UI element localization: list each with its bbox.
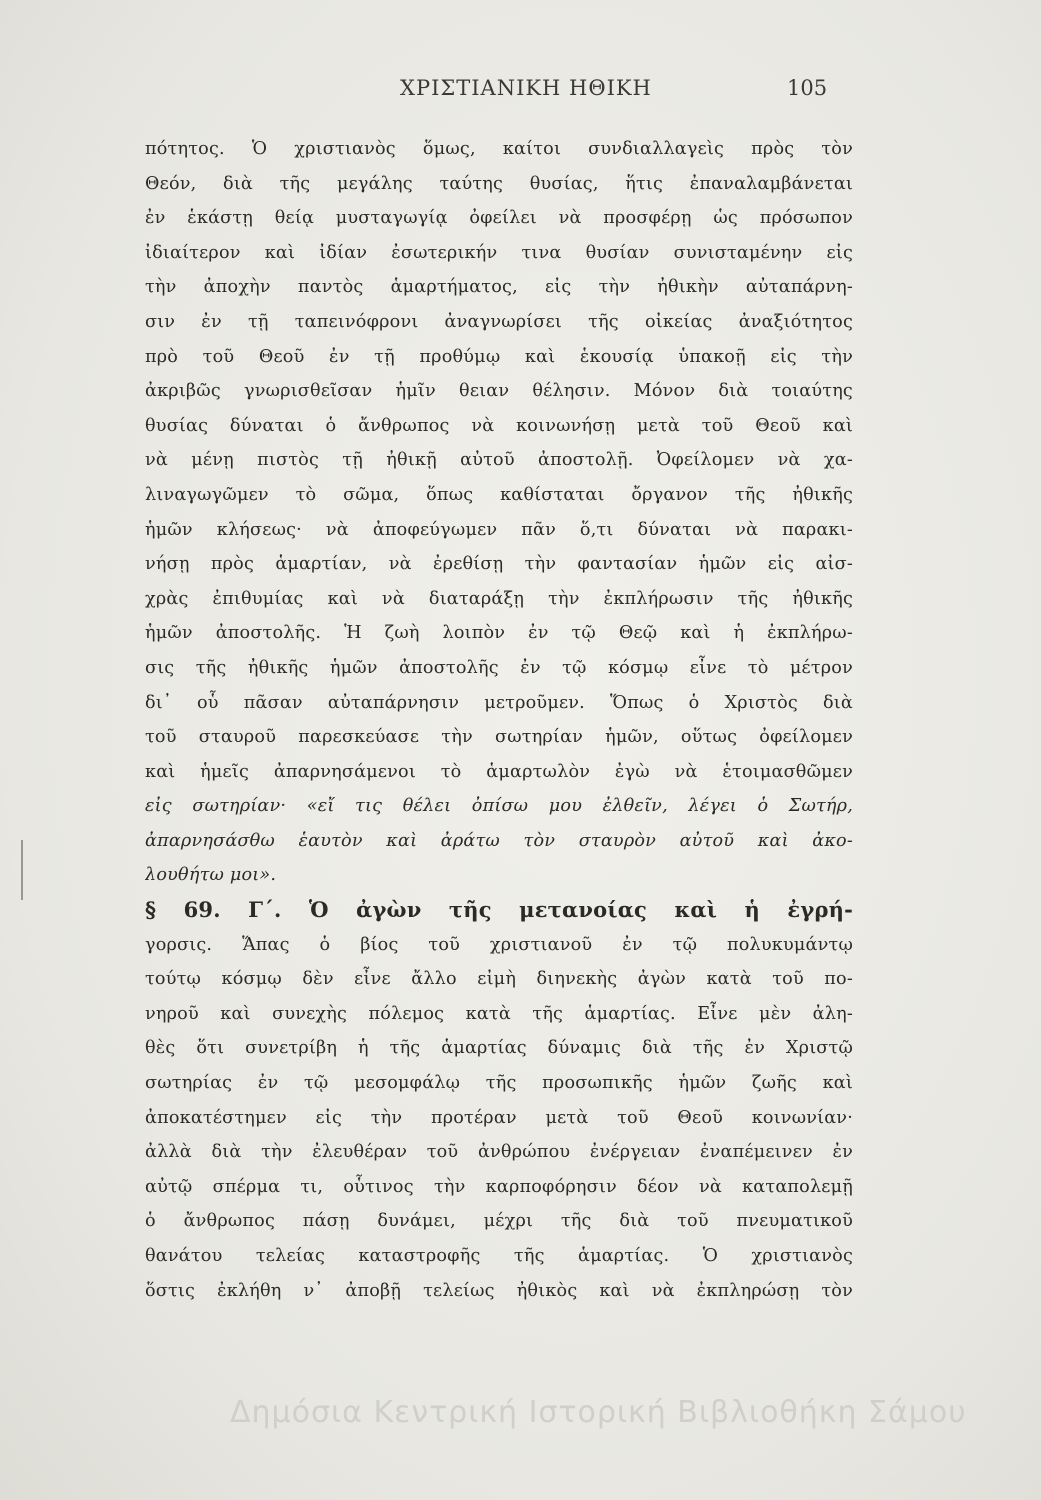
section-heading: § 69. Γ΄. Ὁ ἀγὼν τῆς μετανοίας καὶ ἡ ἐγρή- (145, 897, 853, 923)
text-line: νήσῃ πρὸς ἁμαρτίαν, νὰ ἐρεθίσῃ τὴν φαντασίαν ἡμῶν εἰς αἰσ- (145, 554, 853, 575)
text-line: τὴν ἀποχὴν παντὸς ἁμαρτήματος, εἰς τὴν ἠθικὴν αὐταπάρνη- (145, 277, 853, 298)
text-line: θυσίας δύναται ὁ ἄνθρωπος νὰ κοινωνήσῃ μετὰ τοῦ Θεοῦ καὶ (145, 415, 853, 436)
page-header (0, 76, 1041, 106)
text-line: νηροῦ καὶ συνεχὴς πόλεμος κατὰ τῆς ἁμαρτίας. Εἶνε μὲν ἀλη- (145, 1003, 853, 1024)
text-line: ἰδιαίτερον καὶ ἰδίαν ἐσωτερικήν τινα θυσίαν συνισταμένην εἰς (145, 242, 853, 263)
text-line: θὲς ὅτι συνετρίβη ἡ τῆς ἁμαρτίας δύναμις διὰ τῆς ἐν Χριστῷ (145, 1038, 853, 1059)
text-line: ἐν ἑκάστῃ θείᾳ μυσταγωγίᾳ ὀφείλει νὰ προσφέρῃ ὡς πρόσωπον (145, 208, 853, 229)
text-line: πότητος. Ὁ χριστιανὸς ὅμως, καίτοι συνδιαλλαγεὶς πρὸς τὸν (145, 139, 853, 159)
text-line: καὶ ἡμεῖς ἀπαρνησάμενοι τὸ ἁμαρτωλὸν ἐγὼ νὰ ἑτοιμασθῶμεν (145, 761, 853, 782)
text-line: νὰ μένῃ πιστὸς τῇ ἠθικῇ αὐτοῦ ἀποστολῇ. Ὀφείλομεν νὰ χα- (145, 450, 853, 471)
text-line: τούτῳ κόσμῳ δὲν εἶνε ἄλλο εἰμὴ διηνεκὴς ἀγὼν κατὰ τοῦ πο- (145, 969, 853, 990)
text-line: ὅστις ἐκλήθη ν᾿ ἀποβῇ τελείως ἠθικὸς καὶ νὰ ἐκπληρώσῃ τὸν (145, 1280, 853, 1301)
quote-line: λουθήτω μοι». (145, 865, 277, 886)
text-line: λιναγωγῶμεν τὸ σῶμα, ὅπως καθίσταται ὄργανον τῆς ἠθικῆς (145, 484, 853, 505)
text-line: Θεόν, διὰ τῆς μεγάλης ταύτης θυσίας, ἥτις ἐπαναλαμβάνεται (145, 173, 853, 194)
text-line: ἡμῶν κλήσεως· νὰ ἀποφεύγωμεν πᾶν ὅ,τι δύναται νὰ παρακι- (145, 519, 853, 540)
text-line: γορσις. Ἅπας ὁ βίος τοῦ χριστιανοῦ ἐν τῷ πολυκυμάντῳ (145, 934, 853, 955)
running-title: ΧΡΙΣΤΙΑΝΙΚΗ ΗΘΙΚΗ (400, 76, 652, 100)
text-line: σις τῆς ἠθικῆς ἡμῶν ἀποστολῆς ἐν τῷ κόσμῳ εἶνε τὸ μέτρον (145, 657, 853, 678)
text-line: σωτηρίας ἐν τῷ μεσομφάλῳ τῆς προσωπικῆς ἡμῶν ζωῆς καὶ (145, 1073, 853, 1094)
page-number: 105 (787, 76, 828, 100)
quote-line: ἀπαρνησάσθω ἑαυτὸν καὶ ἀράτω τὸν σταυρὸν αὐτοῦ καὶ ἀκο- (145, 830, 853, 851)
text-line: ὁ ἄνθρωπος πάσῃ δυνάμει, μέχρι τῆς διὰ τοῦ πνευματικοῦ (145, 1211, 853, 1232)
text-line: δι᾿ οὗ πᾶσαν αὐταπάρνησιν μετροῦμεν. Ὅπως ὁ Χριστὸς διὰ (145, 692, 853, 713)
body-text (145, 132, 853, 1308)
text-line: χρὰς ἐπιθυμίας καὶ νὰ διαταράξῃ τὴν ἐκπλήρωσιν τῆς ἠθικῆς (145, 588, 853, 609)
text-line: τοῦ σταυροῦ παρεσκεύασε τὴν σωτηρίαν ἡμῶν, οὕτως ὀφείλομεν (145, 727, 853, 748)
text-line: πρὸ τοῦ Θεοῦ ἐν τῇ προθύμῳ καὶ ἑκουσίᾳ ὑπακοῇ εἰς τὴν (145, 346, 853, 367)
library-watermark: Δημόσια Κεντρική Ιστορική Βιβλιοθήκη Σάμου (230, 1395, 967, 1430)
quote-line: εἰς σωτηρίαν· «εἴ τις θέλει ὀπίσω μου ἐλθεῖν, λέγει ὁ Σωτήρ, (145, 796, 853, 817)
text-line: θανάτου τελείας καταστροφῆς τῆς ἁμαρτίας. Ὁ χριστιανὸς (145, 1246, 853, 1266)
text-line: αὐτῷ σπέρμα τι, οὗτινος τὴν καρποφόρησιν δέον νὰ καταπολεμῇ (145, 1176, 853, 1197)
text-line: ἀποκατέστημεν εἰς τὴν προτέραν μετὰ τοῦ Θεοῦ κοινωνίαν· (145, 1107, 853, 1128)
text-line: ἡμῶν ἀποστολῆς. Ἡ ζωὴ λοιπὸν ἐν τῷ Θεῷ καὶ ἡ ἐκπλήρω- (145, 623, 853, 644)
text-line: ἀκριβῶς γνωρισθεῖσαν ἡμῖν θειαν θέλησιν. Μόνον διὰ τοιαύτης (145, 381, 853, 402)
text-line: ἀλλὰ διὰ τὴν ἐλευθέραν τοῦ ἀνθρώπου ἐνέργειαν ἐναπέμεινεν ἐν (145, 1142, 853, 1163)
text-line: σιν ἐν τῇ ταπεινόφρονι ἀναγνωρίσει τῆς οἰκείας ἀναξιότητος (145, 311, 853, 332)
margin-mark (21, 840, 26, 900)
